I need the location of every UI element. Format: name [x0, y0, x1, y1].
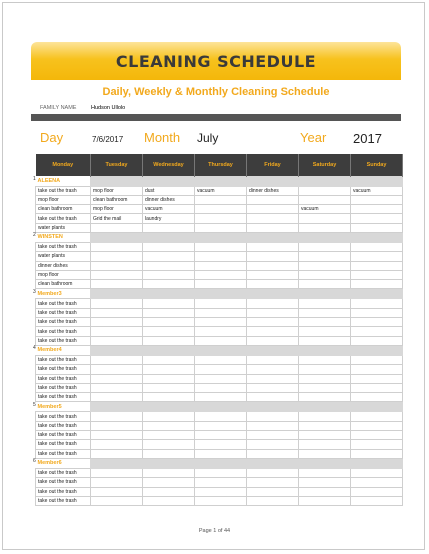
task-cell[interactable] — [195, 195, 247, 204]
task-cell[interactable] — [299, 355, 351, 364]
task-cell[interactable] — [299, 468, 351, 477]
task-cell[interactable] — [351, 431, 403, 440]
task-cell[interactable] — [91, 487, 143, 496]
task-cell[interactable] — [195, 478, 247, 487]
task-cell[interactable] — [299, 270, 351, 279]
table-row — [36, 393, 403, 402]
task-cell[interactable] — [247, 195, 299, 204]
task-cell[interactable] — [247, 421, 299, 430]
task-cell[interactable]: dust — [143, 186, 195, 195]
table-row — [36, 365, 403, 374]
year-label: Year — [300, 130, 327, 145]
task-cell[interactable] — [91, 365, 143, 374]
task-cell[interactable] — [299, 487, 351, 496]
task-cell[interactable] — [247, 393, 299, 402]
table-row — [36, 431, 403, 440]
task-cell[interactable] — [247, 431, 299, 440]
column-header-thursday: Thursday — [195, 154, 247, 176]
task-cell[interactable]: take out the trash — [36, 449, 91, 458]
task-cell[interactable]: mop floor — [36, 270, 91, 279]
task-cell[interactable] — [195, 205, 247, 214]
task-cell[interactable] — [143, 242, 195, 251]
task-cell[interactable] — [299, 186, 351, 195]
member-header-fill — [91, 232, 403, 242]
task-cell[interactable] — [299, 383, 351, 392]
task-cell[interactable] — [351, 468, 403, 477]
task-cell[interactable] — [143, 374, 195, 383]
task-cell[interactable] — [143, 261, 195, 270]
task-cell[interactable] — [195, 383, 247, 392]
task-cell[interactable] — [195, 214, 247, 223]
column-header-tuesday: Tuesday — [91, 154, 143, 176]
table-row — [36, 336, 403, 345]
task-cell[interactable] — [91, 242, 143, 251]
table-row — [36, 270, 403, 279]
task-cell[interactable]: dinner dishes — [36, 261, 91, 270]
task-cell[interactable] — [351, 478, 403, 487]
task-cell[interactable]: take out the trash — [36, 440, 91, 449]
task-cell[interactable] — [351, 205, 403, 214]
task-cell[interactable]: take out the trash — [36, 186, 91, 195]
table-row — [36, 205, 403, 214]
task-cell[interactable] — [247, 487, 299, 496]
task-cell[interactable] — [247, 355, 299, 364]
task-cell[interactable] — [247, 270, 299, 279]
task-cell[interactable] — [143, 308, 195, 317]
table-row — [36, 440, 403, 449]
task-cell[interactable] — [91, 336, 143, 345]
task-cell[interactable] — [299, 336, 351, 345]
table-row — [36, 318, 403, 327]
task-cell[interactable]: water plants — [36, 252, 91, 261]
task-cell[interactable] — [299, 412, 351, 421]
task-cell[interactable] — [143, 280, 195, 289]
member-name[interactable]: ALEENA — [37, 177, 61, 184]
member-section-header — [36, 345, 403, 355]
task-cell[interactable] — [143, 299, 195, 308]
table-row — [36, 299, 403, 308]
task-cell[interactable] — [299, 431, 351, 440]
day-label: Day — [40, 130, 64, 145]
task-cell[interactable] — [299, 252, 351, 261]
column-header-friday: Friday — [247, 154, 299, 176]
task-cell[interactable]: take out the trash — [36, 308, 91, 317]
table-row — [36, 412, 403, 421]
task-cell[interactable] — [351, 214, 403, 223]
task-cell[interactable] — [247, 299, 299, 308]
task-cell[interactable] — [143, 496, 195, 505]
task-cell[interactable] — [143, 412, 195, 421]
task-cell[interactable] — [195, 393, 247, 402]
task-cell[interactable] — [299, 318, 351, 327]
member-name[interactable]: Member6 — [37, 460, 62, 467]
task-cell[interactable]: clean bathroom — [91, 195, 143, 204]
table-row — [36, 308, 403, 317]
task-cell[interactable]: mop floor — [91, 186, 143, 195]
task-cell[interactable] — [351, 496, 403, 505]
task-cell[interactable] — [247, 280, 299, 289]
task-cell[interactable] — [351, 327, 403, 336]
task-cell[interactable] — [299, 242, 351, 251]
task-cell[interactable] — [351, 299, 403, 308]
task-cell[interactable] — [247, 374, 299, 383]
task-cell[interactable] — [299, 496, 351, 505]
task-cell[interactable] — [195, 412, 247, 421]
member-name[interactable]: Member5 — [37, 403, 62, 410]
task-cell[interactable] — [299, 449, 351, 458]
task-cell[interactable] — [195, 299, 247, 308]
task-cell[interactable]: laundry — [143, 214, 195, 223]
task-cell[interactable] — [195, 308, 247, 317]
task-cell[interactable] — [91, 223, 143, 232]
task-cell[interactable] — [247, 449, 299, 458]
task-cell[interactable] — [247, 468, 299, 477]
task-cell[interactable] — [143, 478, 195, 487]
task-cell[interactable] — [143, 318, 195, 327]
task-cell[interactable] — [91, 496, 143, 505]
task-cell[interactable]: mop floor — [36, 195, 91, 204]
task-cell[interactable] — [351, 195, 403, 204]
task-cell[interactable] — [351, 223, 403, 232]
task-cell[interactable]: take out the trash — [36, 478, 91, 487]
day-value[interactable]: 7/6/2017 — [92, 135, 124, 144]
task-cell[interactable]: take out the trash — [36, 365, 91, 374]
task-cell[interactable]: take out the trash — [36, 214, 91, 223]
table-row — [36, 214, 403, 223]
task-cell[interactable] — [143, 270, 195, 279]
member-section-header — [36, 402, 403, 412]
column-header-sunday: Sunday — [351, 154, 403, 176]
task-cell[interactable] — [143, 421, 195, 430]
task-cell[interactable] — [91, 468, 143, 477]
task-cell[interactable] — [351, 374, 403, 383]
task-cell[interactable] — [247, 440, 299, 449]
month-label: Month — [144, 130, 181, 145]
task-cell[interactable] — [351, 308, 403, 317]
task-cell[interactable] — [143, 487, 195, 496]
task-cell[interactable]: take out the trash — [36, 318, 91, 327]
task-cell[interactable] — [91, 270, 143, 279]
task-cell[interactable] — [247, 214, 299, 223]
task-cell[interactable]: take out the trash — [36, 327, 91, 336]
page-footer: Page 1 of 44 — [198, 528, 231, 534]
task-cell[interactable] — [143, 365, 195, 374]
task-cell[interactable] — [351, 412, 403, 421]
task-cell[interactable]: take out the trash — [36, 496, 91, 505]
task-cell[interactable] — [351, 449, 403, 458]
task-cell[interactable] — [247, 365, 299, 374]
task-cell[interactable] — [299, 393, 351, 402]
task-cell[interactable]: vacuum — [351, 186, 403, 195]
task-cell[interactable] — [195, 496, 247, 505]
column-header-monday: Monday — [36, 154, 91, 176]
member-header-fill — [91, 402, 403, 412]
task-cell[interactable] — [91, 252, 143, 261]
task-cell[interactable] — [247, 336, 299, 345]
task-cell[interactable]: take out the trash — [36, 383, 91, 392]
column-header-saturday: Saturday — [299, 154, 351, 176]
year-value[interactable]: 2017 — [353, 131, 382, 146]
task-cell[interactable]: take out the trash — [36, 468, 91, 477]
table-row — [36, 496, 403, 505]
member-name[interactable]: Member3 — [37, 290, 62, 297]
table-row — [36, 280, 403, 289]
task-cell[interactable] — [143, 355, 195, 364]
task-cell[interactable] — [195, 270, 247, 279]
table-row — [36, 383, 403, 392]
task-cell[interactable] — [91, 374, 143, 383]
task-cell[interactable]: vacuum — [143, 205, 195, 214]
table-row — [36, 223, 403, 232]
table-row — [36, 327, 403, 336]
task-cell[interactable] — [351, 383, 403, 392]
task-cell[interactable] — [195, 242, 247, 251]
task-cell[interactable]: take out the trash — [36, 487, 91, 496]
task-cell[interactable] — [195, 374, 247, 383]
month-value[interactable]: July — [197, 131, 219, 145]
task-cell[interactable]: dinner dishes — [143, 195, 195, 204]
task-cell[interactable] — [351, 270, 403, 279]
task-cell[interactable] — [247, 261, 299, 270]
member-header-fill — [91, 345, 403, 355]
task-cell[interactable] — [247, 327, 299, 336]
task-cell[interactable] — [91, 393, 143, 402]
task-cell[interactable]: Grid the mail — [91, 214, 143, 223]
task-cell[interactable] — [351, 318, 403, 327]
task-cell[interactable] — [247, 478, 299, 487]
task-cell[interactable] — [143, 327, 195, 336]
task-cell[interactable] — [299, 195, 351, 204]
member-name[interactable]: Member4 — [37, 347, 62, 354]
page-title: CLEANING SCHEDULE — [115, 51, 317, 71]
member-number: 5 — [33, 402, 36, 408]
task-cell[interactable]: take out the trash — [36, 421, 91, 430]
task-cell[interactable]: take out the trash — [36, 336, 91, 345]
task-cell[interactable] — [143, 336, 195, 345]
task-cell[interactable] — [299, 299, 351, 308]
task-cell[interactable] — [195, 487, 247, 496]
table-row — [36, 374, 403, 383]
task-cell[interactable] — [247, 205, 299, 214]
task-cell[interactable] — [351, 355, 403, 364]
member-section-header — [36, 176, 403, 186]
task-cell[interactable] — [351, 242, 403, 251]
task-cell[interactable] — [247, 383, 299, 392]
task-cell[interactable]: clean bathroom — [36, 205, 91, 214]
task-cell[interactable]: take out the trash — [36, 412, 91, 421]
task-cell[interactable] — [247, 308, 299, 317]
task-cell[interactable] — [195, 252, 247, 261]
task-cell[interactable] — [299, 280, 351, 289]
task-cell[interactable] — [299, 223, 351, 232]
page-subtitle: Daily, Weekly & Monthly Cleaning Schedule — [102, 86, 330, 98]
task-cell[interactable] — [143, 468, 195, 477]
table-row — [36, 468, 403, 477]
task-cell[interactable] — [351, 421, 403, 430]
task-cell[interactable] — [91, 261, 143, 270]
task-cell[interactable] — [299, 374, 351, 383]
table-row — [36, 355, 403, 364]
member-header-fill — [91, 176, 403, 186]
task-cell[interactable] — [299, 478, 351, 487]
task-cell[interactable] — [195, 365, 247, 374]
task-cell[interactable] — [143, 393, 195, 402]
task-cell[interactable]: take out the trash — [36, 242, 91, 251]
task-cell[interactable]: mop floor — [91, 205, 143, 214]
task-cell[interactable] — [299, 440, 351, 449]
task-cell[interactable] — [91, 383, 143, 392]
member-section-header — [36, 289, 403, 299]
task-cell[interactable] — [299, 365, 351, 374]
task-cell[interactable]: vacuum — [195, 186, 247, 195]
task-cell[interactable] — [351, 440, 403, 449]
task-cell[interactable] — [351, 336, 403, 345]
title-banner — [31, 42, 401, 80]
table-row — [36, 195, 403, 204]
member-number: 6 — [33, 458, 36, 464]
task-cell[interactable] — [195, 336, 247, 345]
task-cell[interactable] — [247, 412, 299, 421]
task-cell[interactable] — [351, 393, 403, 402]
task-cell[interactable] — [247, 496, 299, 505]
task-cell[interactable] — [195, 421, 247, 430]
task-cell[interactable] — [143, 440, 195, 449]
member-header-fill — [91, 289, 403, 299]
table-row — [36, 449, 403, 458]
task-cell[interactable] — [91, 412, 143, 421]
task-cell[interactable]: take out the trash — [36, 355, 91, 364]
task-cell[interactable] — [299, 327, 351, 336]
task-cell[interactable] — [299, 214, 351, 223]
task-cell[interactable] — [91, 355, 143, 364]
task-cell[interactable] — [143, 449, 195, 458]
task-cell[interactable] — [195, 318, 247, 327]
task-cell[interactable] — [247, 223, 299, 232]
task-cell[interactable] — [195, 449, 247, 458]
member-number: 2 — [33, 232, 36, 238]
task-cell[interactable] — [91, 478, 143, 487]
task-cell[interactable] — [91, 421, 143, 430]
task-cell[interactable] — [143, 252, 195, 261]
task-cell[interactable] — [195, 327, 247, 336]
task-cell[interactable] — [91, 280, 143, 289]
task-cell[interactable] — [351, 365, 403, 374]
task-cell[interactable] — [351, 252, 403, 261]
table-row — [36, 261, 403, 270]
member-name[interactable]: WINSTEN — [37, 234, 63, 241]
task-cell[interactable] — [91, 308, 143, 317]
task-cell[interactable] — [351, 280, 403, 289]
task-cell[interactable] — [351, 261, 403, 270]
table-row — [36, 421, 403, 430]
family-name-label: FAMILY NAME — [40, 105, 77, 111]
task-cell[interactable]: take out the trash — [36, 374, 91, 383]
family-name-value[interactable]: Hudson Ullolo — [91, 105, 126, 111]
task-cell[interactable] — [195, 440, 247, 449]
task-cell[interactable] — [195, 468, 247, 477]
member-number: 3 — [33, 289, 36, 295]
task-cell[interactable] — [195, 261, 247, 270]
task-cell[interactable] — [351, 487, 403, 496]
table-row — [36, 242, 403, 251]
member-number: 4 — [33, 345, 36, 351]
table-row — [36, 478, 403, 487]
task-cell[interactable]: take out the trash — [36, 299, 91, 308]
task-cell[interactable]: vacuum — [299, 205, 351, 214]
task-cell[interactable] — [195, 280, 247, 289]
task-cell[interactable] — [247, 318, 299, 327]
member-section-header — [36, 458, 403, 468]
task-cell[interactable] — [91, 318, 143, 327]
task-cell[interactable] — [143, 223, 195, 232]
table-row — [36, 252, 403, 261]
task-cell[interactable] — [91, 327, 143, 336]
task-cell[interactable] — [247, 252, 299, 261]
schedule-table — [35, 154, 403, 506]
task-cell[interactable] — [91, 440, 143, 449]
task-cell[interactable] — [247, 242, 299, 251]
task-cell[interactable] — [195, 223, 247, 232]
task-cell[interactable]: take out the trash — [36, 431, 91, 440]
task-cell[interactable]: water plants — [36, 223, 91, 232]
member-section-header — [36, 232, 403, 242]
task-cell[interactable]: dinner dishes — [247, 186, 299, 195]
task-cell[interactable]: clean bathroom — [36, 280, 91, 289]
member-header-fill — [91, 458, 403, 468]
task-cell[interactable] — [143, 431, 195, 440]
table-row — [36, 186, 403, 195]
task-cell[interactable] — [195, 355, 247, 364]
task-cell[interactable] — [91, 449, 143, 458]
table-row — [36, 487, 403, 496]
task-cell[interactable] — [91, 299, 143, 308]
task-cell[interactable] — [299, 261, 351, 270]
task-cell[interactable] — [299, 308, 351, 317]
column-header-wednesday: Wednesday — [143, 154, 195, 176]
member-number: 1 — [33, 176, 36, 182]
task-cell[interactable]: take out the trash — [36, 393, 91, 402]
task-cell[interactable] — [143, 383, 195, 392]
day-header-row — [36, 154, 403, 176]
family-divider — [31, 114, 401, 121]
task-cell[interactable] — [195, 431, 247, 440]
task-cell[interactable] — [91, 431, 143, 440]
task-cell[interactable] — [299, 421, 351, 430]
